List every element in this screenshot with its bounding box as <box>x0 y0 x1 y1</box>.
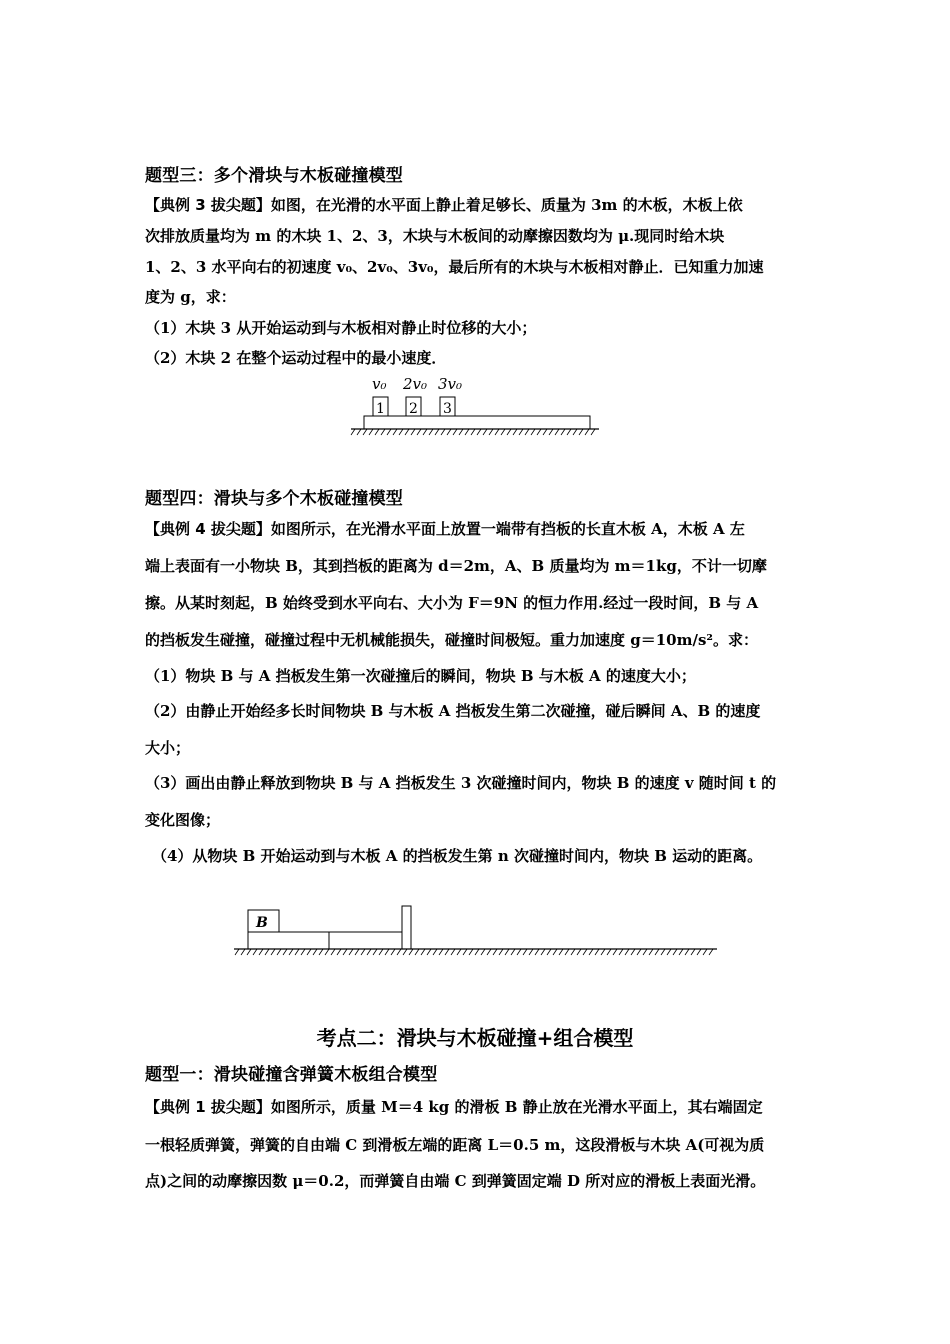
section4-line-3: 擦。从某时刻起，B 始终受到水平向右、大小为 F＝9N 的恒力作用.经过一段时间，B 与 A <box>145 594 759 612</box>
section3-line-3: 1、2、3 水平向右的初速度 v₀、2v₀、3v₀，最后所有的木块与木板相对静止．已知重力加速 <box>145 258 764 276</box>
section3-heading: 题型三：多个滑块与木板碰撞模型 <box>145 166 403 186</box>
topic2-example-label: 【典例 1 拔尖题】 <box>145 1098 271 1116</box>
section3-line-4: 度为 g，求： <box>145 288 236 306</box>
ground-hatch <box>351 429 595 435</box>
topic2-heading: 题型一：滑块碰撞含弹簧木板组合模型 <box>145 1065 438 1085</box>
section3-question-2: （2）木块 2 在整个运动过程中的最小速度． <box>145 349 447 367</box>
section3-question-1: （1）木块 3 从开始运动到与木板相对静止时位移的大小； <box>145 319 537 337</box>
section3-line-2: 次排放质量均为 m 的木块 1、2、3，木块与木板间的动摩擦因数均为 μ.现同时给木块 <box>145 227 725 245</box>
topic2-line-3: 点)之间的动摩擦因数 μ＝0.2，而弹簧自由端 C 到弹簧固定端 D 所对应的滑板上表面光滑。 <box>145 1172 766 1190</box>
section3-example-label: 【典例 3 拔尖题】 <box>145 196 271 214</box>
section4-question-2b: 大小； <box>145 739 191 757</box>
baffle <box>402 906 411 949</box>
section4-line-2: 端上表面有一小物块 B，其到挡板的距离为 d＝2m，A、B 质量均为 m＝1kg，不计一切摩 <box>145 557 767 575</box>
section4-line-4: 的挡板发生碰撞，碰撞过程中无机械能损失，碰撞时间极短。重力加速度 g＝10m/s²。求： <box>145 631 758 649</box>
block-3-label: 3 <box>443 401 452 417</box>
section4-heading: 题型四：滑块与多个木板碰撞模型 <box>145 489 403 509</box>
section4-question-3b: 变化图像； <box>145 811 221 829</box>
section4-question-4: （4）从物块 B 开始运动到与木板 A 的挡板发生第 n 次碰撞时间内，物块 B 运动的距离。 <box>152 847 763 865</box>
section4-figure <box>230 900 725 965</box>
block-2-label: 2 <box>409 401 418 417</box>
section3-line-1: 【典例 3 拔尖题】如图，在光滑的水平面上静止着足够长、质量为 3m 的木板，木板上依 <box>145 196 743 214</box>
section4-question-1: （1）物块 B 与 A 挡板发生第一次碰撞后的瞬间，物块 B 与木板 A 的速度大小； <box>145 667 696 685</box>
section3-figure <box>345 370 605 440</box>
section4-question-2: （2）由静止开始经多长时间物块 B 与木板 A 挡板发生第二次碰撞，碰后瞬间 A、B 的速度 <box>145 702 761 720</box>
velocity-label-3: 3v₀ <box>438 375 463 393</box>
topic2-line-1: 【典例 1 拔尖题】如图所示，质量 M＝4 kg 的滑板 B 静止放在光滑水平面上，其右端固定 <box>145 1098 763 1116</box>
block-1-label: 1 <box>376 401 385 417</box>
velocity-label-2: 2v₀ <box>403 375 428 393</box>
block-b-label: B <box>256 915 268 931</box>
topic2-title: 考点二：滑块与木板碰撞+组合模型 <box>316 1026 634 1050</box>
topic2-line-2: 一根轻质弹簧，弹簧的自由端 C 到滑板左端的距离 L＝0.5 m，这段滑板与木块 A(可视为质 <box>145 1136 765 1154</box>
board <box>364 416 590 429</box>
section4-question-3: （3）画出由静止释放到物块 B 与 A 挡板发生 3 次碰撞时间内，物块 B 的速度 v 随时间 t 的 <box>145 774 777 792</box>
section4-line-1: 【典例 4 拔尖题】如图所示，在光滑水平面上放置一端带有挡板的长直木板 A，木板 A 左 <box>145 520 745 538</box>
section4-example-label: 【典例 4 拔尖题】 <box>145 520 271 538</box>
velocity-label-1: v₀ <box>372 375 387 393</box>
ground-hatch-2 <box>235 949 713 955</box>
